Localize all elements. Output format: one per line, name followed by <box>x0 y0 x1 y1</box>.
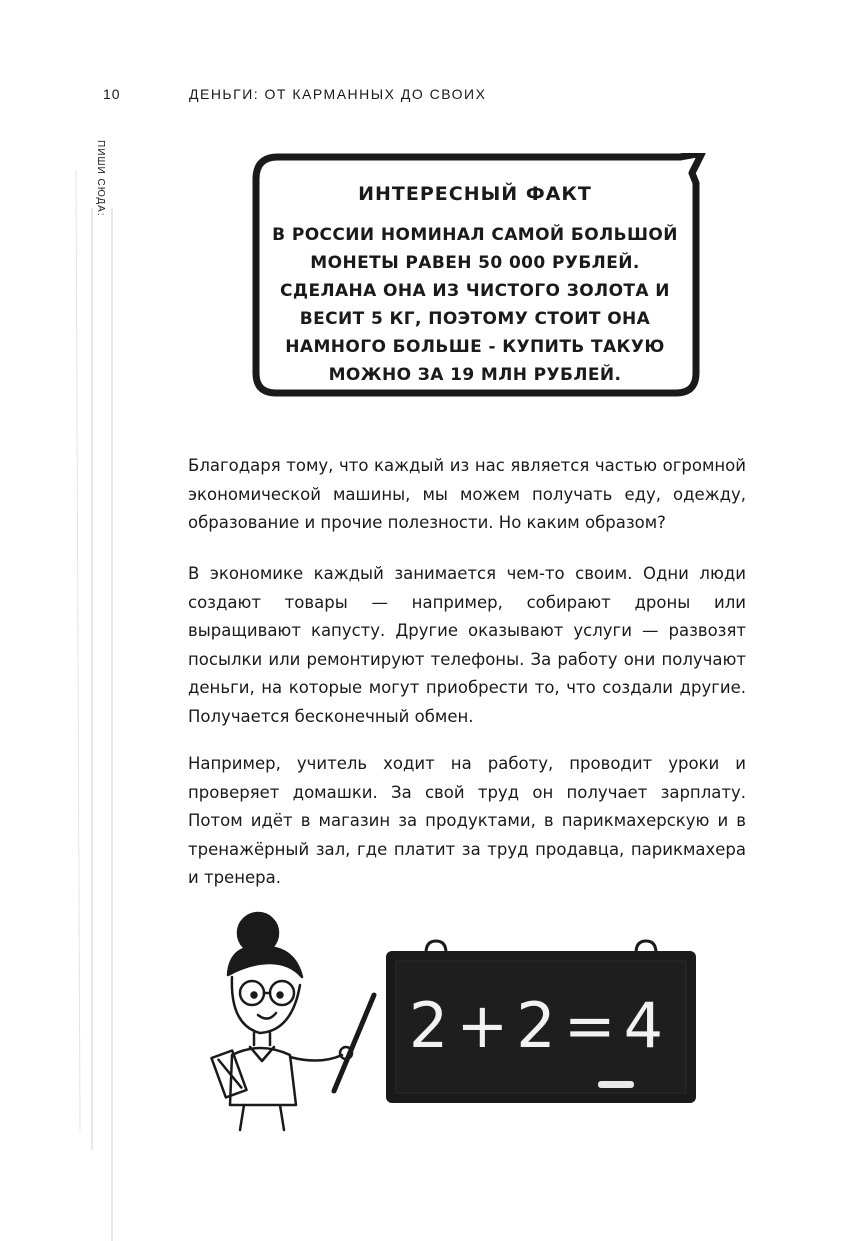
fact-body <box>270 221 680 389</box>
teacher-illustration <box>210 905 700 1135</box>
fact-line: МОЖНО ЗА 19 МЛН РУБЛЕЙ. <box>328 365 622 385</box>
fact-line: СДЕЛАНА ОНА ИЗ ЧИСТОГО ЗОЛОТА И <box>280 281 670 301</box>
fact-title: ИНТЕРЕСНЫЙ ФАКТ <box>358 183 592 205</box>
running-head: ДЕНЬГИ: ОТ КАРМАННЫХ ДО СВОИХ <box>189 86 487 102</box>
fact-line: МОНЕТЫ РАВЕН 50 000 РУБЛЕЙ. <box>310 253 640 273</box>
teacher-figure <box>211 913 374 1130</box>
fact-speech-bubble <box>250 153 706 403</box>
fact-line: ВЕСИТ 5 КГ, ПОЭТОМУ СТОИТ ОНА <box>299 309 651 329</box>
blackboard-equation: 2+2=4 <box>408 989 672 1062</box>
fact-content <box>270 183 680 389</box>
fact-line: НАМНОГО БОЛЬШЕ - КУПИТЬ ТАКУЮ <box>285 337 665 357</box>
margin-note-label: ПИШИ СЮДА: <box>95 140 106 217</box>
fact-line: В РОССИИ НОМИНАЛ САМОЙ БОЛЬШОЙ <box>272 225 678 245</box>
body-paragraph-2: В экономике каждый занимается чем-то своим. Одни люди создают товары — например, собирают дроны или выращивают капусту. Другие оказывают услуги — развозят посылки или ремонтируют телефоны. За работу они получают деньги, на которые могут приобрести то, что создали другие. Получается бесконечный обмен. <box>188 564 746 726</box>
body-paragraph-3: Например, учитель ходит на работу, проводит уроки и проверяет домашки. За свой труд он получает зарплату. Потом идёт в магазин за продуктами, в парикмахерскую и в тренажёрный зал, где платит за труд продавца, парикмахера и тренера. <box>188 754 746 887</box>
margin-note <box>76 140 120 217</box>
blackboard <box>388 941 694 1101</box>
body-paragraph-1: Благодаря тому, что каждый из нас является частью огромной экономической машины, мы можем получать еду, одежду, образование и прочие полезности. Но каким образом? <box>188 456 746 532</box>
page-number: 10 <box>103 86 121 102</box>
teacher-drawing <box>210 905 700 1135</box>
